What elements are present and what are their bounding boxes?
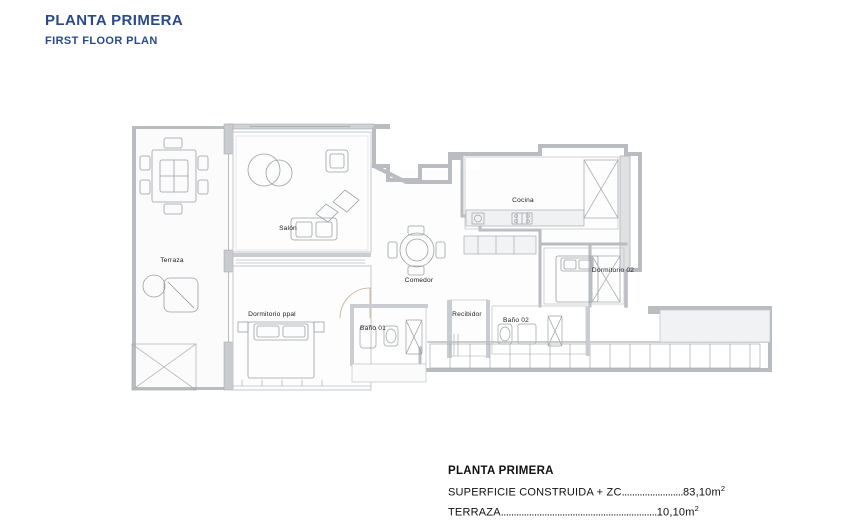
floor-plan-drawing bbox=[120, 110, 780, 420]
area-row-leader: ............................................................. bbox=[500, 506, 657, 519]
room-label-dormitorio-02: Dormitorio 02 bbox=[591, 267, 635, 274]
room-label-recibidor: Recibidor bbox=[452, 311, 482, 318]
area-row-unit: 2 bbox=[694, 503, 699, 513]
area-schedule bbox=[448, 465, 768, 520]
area-row-value: 10,10m bbox=[656, 506, 695, 519]
page-title: PLANTA PRIMERA bbox=[45, 12, 184, 29]
area-row-leader: ........................ bbox=[621, 486, 683, 499]
room-label-bano-02: Baño 02 bbox=[503, 317, 529, 324]
room-label-dormitorio-ppal: Dormitorio ppal bbox=[248, 311, 296, 318]
area-row-label: TERRAZA bbox=[448, 506, 501, 519]
area-row-value: 83,10m bbox=[682, 486, 721, 499]
page-subtitle: FIRST FLOOR PLAN bbox=[45, 35, 158, 47]
area-row-label: SUPERFICIE CONSTRUIDA + ZC bbox=[448, 486, 622, 499]
title-block bbox=[45, 12, 183, 48]
room-label-comedor: Comedor bbox=[404, 277, 434, 284]
area-row-terraza bbox=[448, 501, 768, 521]
area-row-unit: 2 bbox=[720, 484, 726, 493]
room-label-bano-01: Baño 01 bbox=[360, 325, 386, 332]
room-label-cocina: Cocina bbox=[512, 197, 534, 204]
room-label-terraza: Terraza bbox=[160, 257, 184, 264]
area-schedule-title: PLANTA PRIMERA bbox=[448, 465, 554, 477]
area-row-construida bbox=[448, 481, 768, 501]
room-label-salon: Salón bbox=[279, 225, 297, 232]
